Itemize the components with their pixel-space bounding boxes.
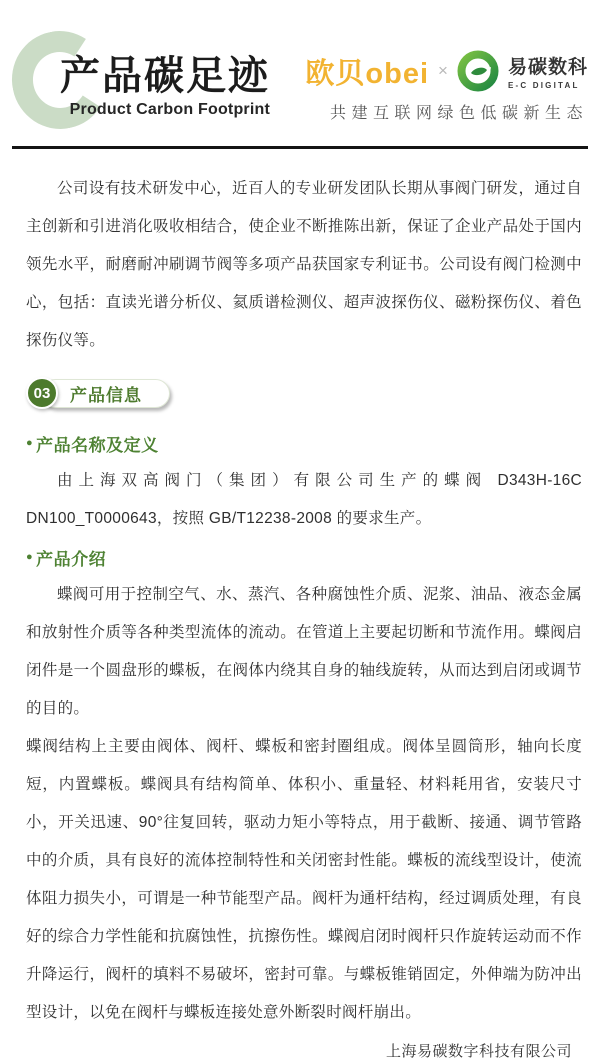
subsection-definition-heading (26, 431, 582, 456)
obei-logo: 欧贝obei (305, 57, 430, 90)
product-intro-paragraph-2: 蝶阀结构上主要由阀体、阀杆、蝶板和密封圈组成。阀体呈圆筒形，轴向长度短，内置蝶板。蝶阀具有结构简单、体积小、重量轻、材料耗用省，安装尺寸小，开关迅速、90°往复回转，驱动力矩小等特点，用于截断、接通、调节管路中的介质，具有良好的流体控制特性和关闭密封性能。蝶板的流线型设计，使流体阻力损失小，可谓是一种节能型产品。阀杆为通杆结构，经过调质处理，有良好的综合力学性能和抗腐蚀性，抗擦伤性。蝶阀启闭时阀杆只作旋转运动而不作升降运行，阀杆的填料不易破坏，密封可靠。与蝶板锥销固定，外伸端为防冲出型设计，以免在阀杆与蝶板连接处意外断裂时阀杆崩出。 (26, 738, 582, 1021)
ec-digital-logo-icon (457, 50, 499, 92)
subsection-intro-label: 产品介绍 (36, 550, 107, 569)
section-number-badge: 03 (26, 377, 58, 409)
intro-paragraph: 公司设有技术研发中心，近百人的专业研发团队长期从事阀门研发，通过自主创新和引进消化吸收相结合，使企业不断推陈出新，保证了企业产品处于国内领先水平，耐磨耐冲刷调节阀等多项产品获国家专利证书。公司设有阀门检测中心，包括：直读光谱分析仪、氦质谱检测仪、超声波探伤仪、磁粉探伤仪、着色探伤仪等。 (26, 180, 582, 349)
section-title: 产品信息 (70, 385, 142, 405)
bullet-icon: ● (26, 437, 34, 449)
brand-logo-row (305, 50, 588, 92)
bullet-icon: ● (26, 551, 34, 563)
brand-text-block (508, 52, 588, 90)
page-subtitle: Product Carbon Footprint (69, 101, 270, 118)
page-title: 产品碳足迹 (60, 54, 270, 98)
product-intro-paragraph-1: 蝶阀可用于控制空气、水、蒸汽、各种腐蚀性介质、泥浆、油品、液态金属和放射性介质等各种类型流体的流动。在管道上主要起切断和节流作用。蝶阀启闭件是一个圆盘形的蝶板，在阀体内绕其自身的轴线旋转，从而达到启闭或调节的目的。 (26, 586, 582, 717)
section-badge (26, 377, 170, 409)
brand-tagline: 共建互联网绿色低碳新生态 (329, 105, 588, 122)
brand-subtitle: E-C DIGITAL (507, 81, 580, 90)
header-divider (12, 146, 588, 149)
brand-name: 易碳数科 (507, 57, 588, 78)
title-block (60, 54, 270, 119)
subsection-intro-heading (26, 545, 582, 570)
header (0, 0, 600, 146)
product-definition-paragraph: 由上海双高阀门（集团）有限公司生产的蝶阀 D343H-16C DN100_T0000643，按照 GB/T12238-2008 的要求生产。 (26, 472, 582, 527)
section-title-pill (41, 379, 170, 408)
collab-x-icon: × (438, 61, 448, 80)
subsection-definition-label: 产品名称及定义 (36, 436, 159, 455)
content (0, 170, 600, 1061)
footer-company: 上海易碳数字科技有限公司 (385, 1043, 572, 1060)
